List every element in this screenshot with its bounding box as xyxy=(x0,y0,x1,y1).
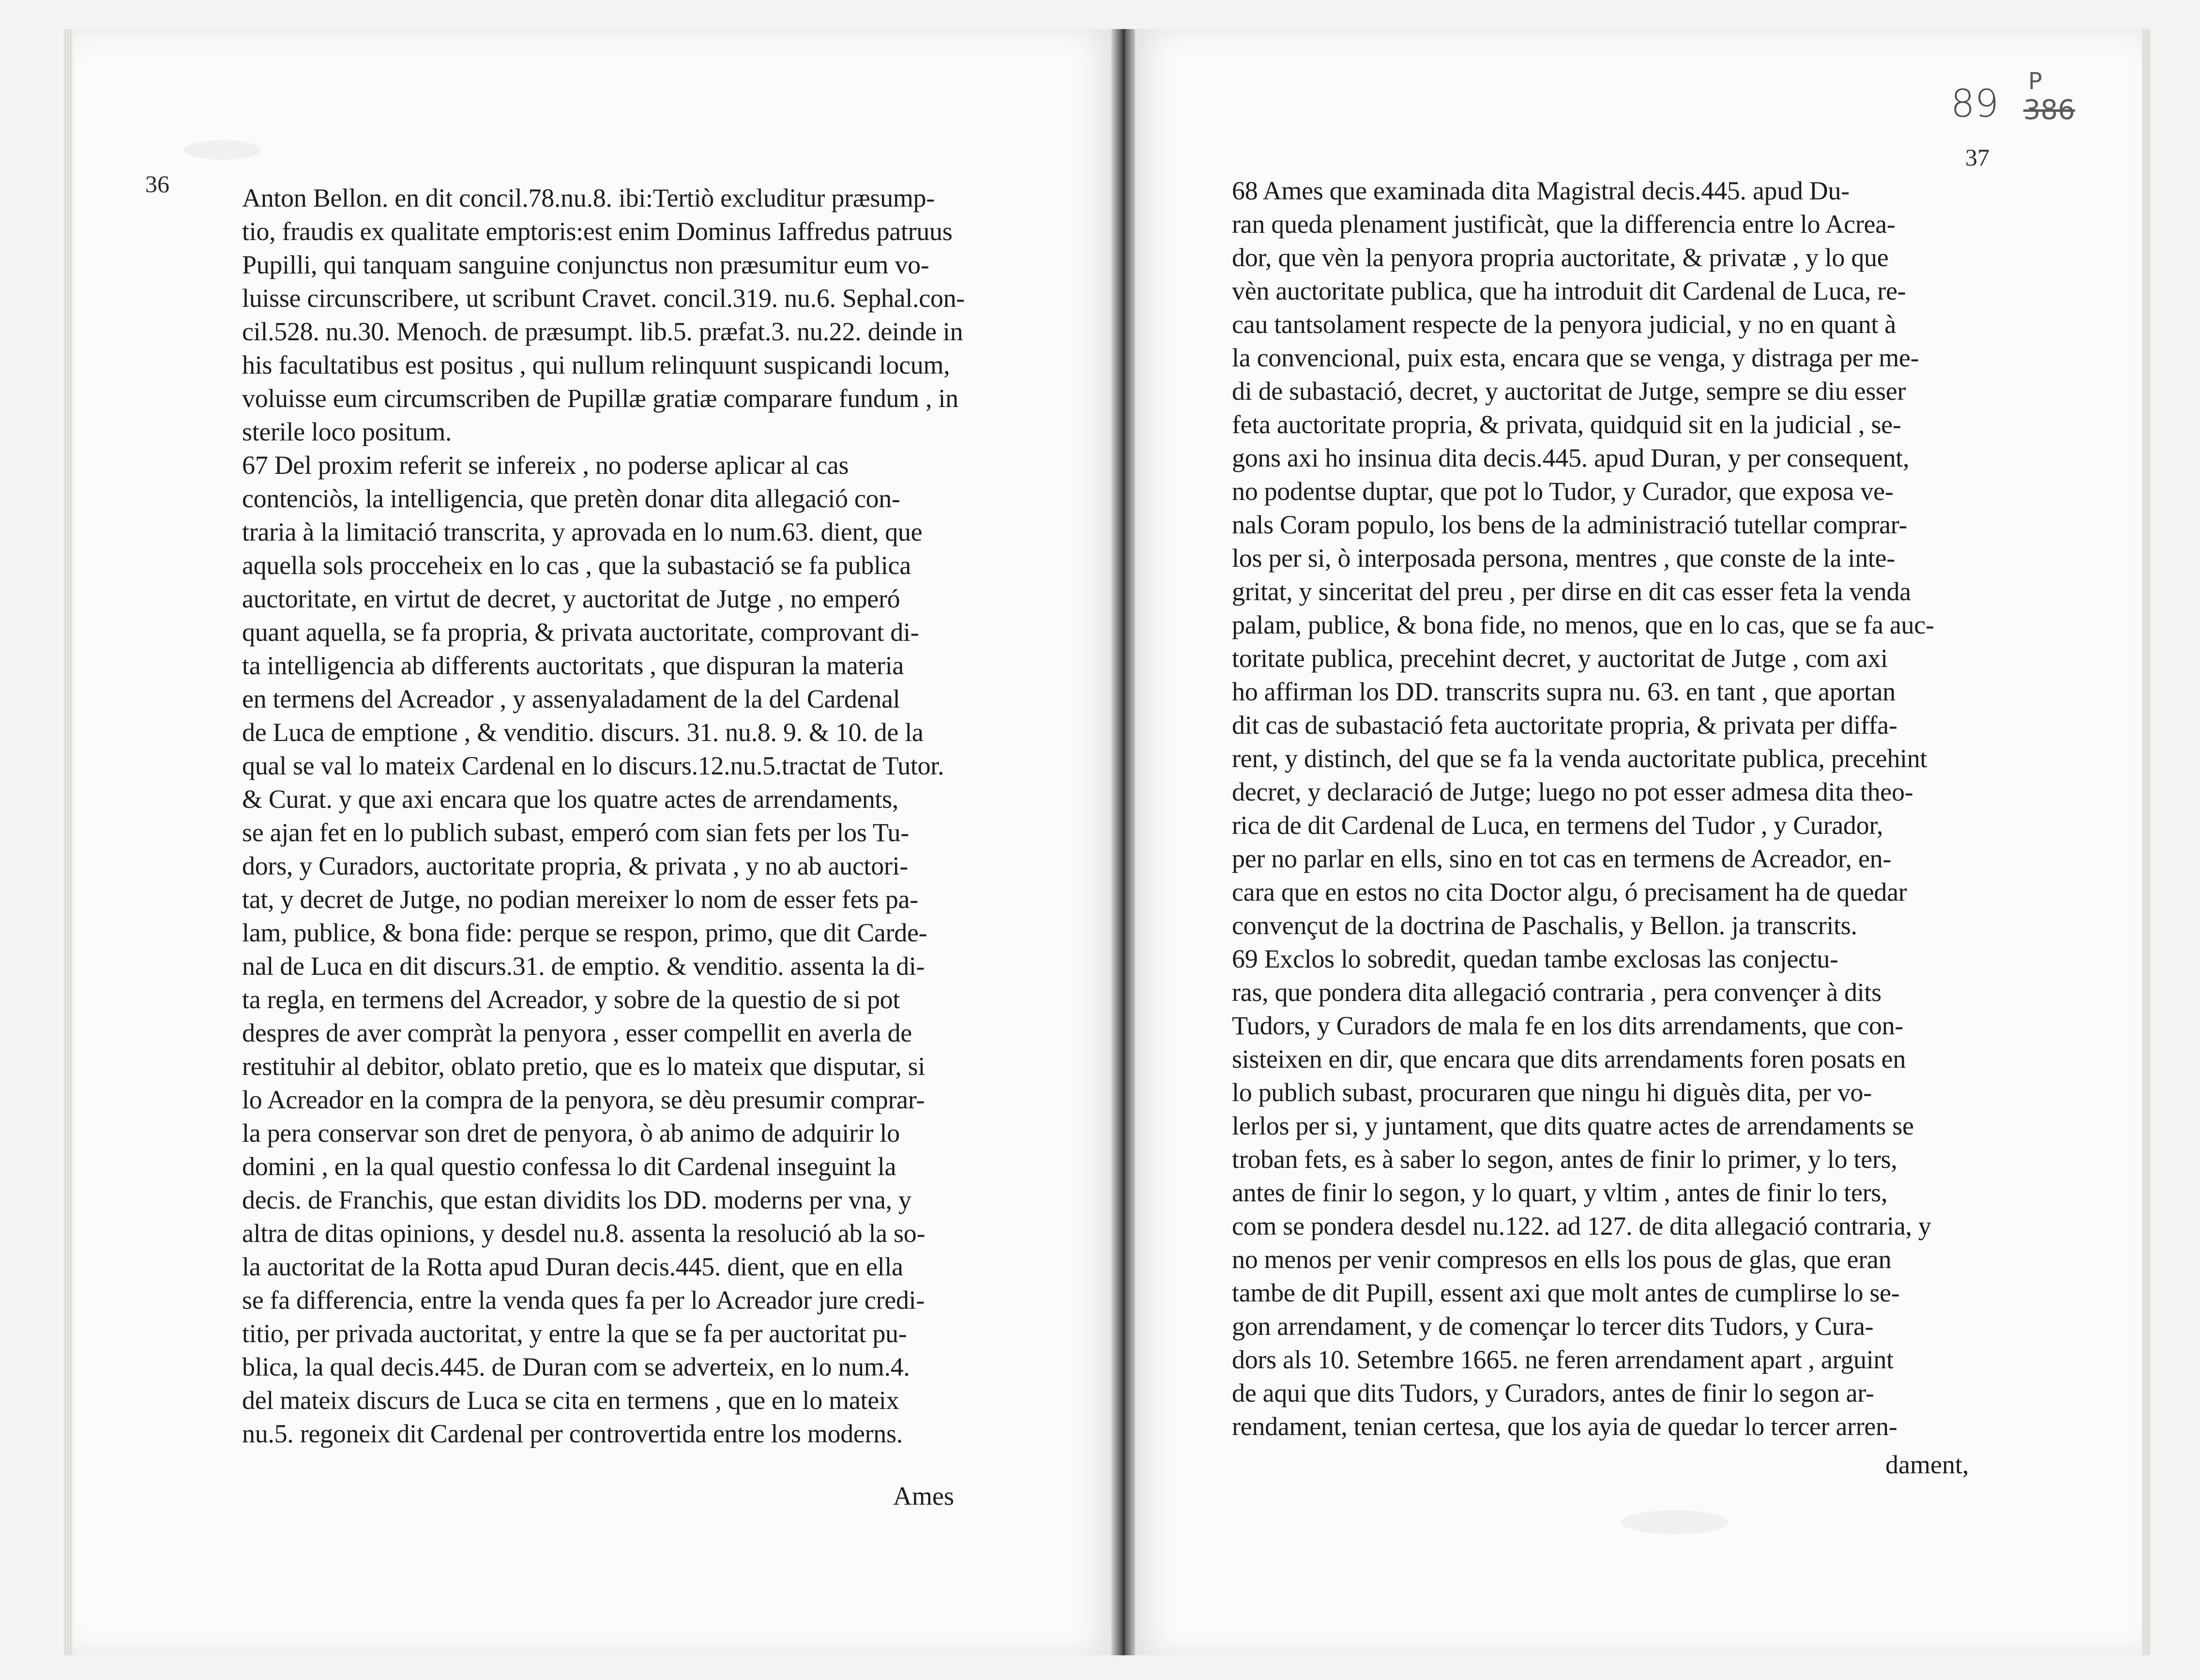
text-line: titio, per privada auctoritat, y entre la que se fa per auctoritat pu- xyxy=(242,1319,907,1348)
text-line: lo Acreador en la compra de la penyora, se dèu presumir comprar- xyxy=(242,1085,925,1114)
text-line: ran queda plenament justificàt, que la differencia entre lo Acrea- xyxy=(1232,210,1896,239)
text-line: de aqui que dits Tudors, y Curadors, antes de finir lo segon ar- xyxy=(1232,1378,1874,1408)
text-line: se fa differencia, entre la venda ques fa per lo Acreador jure credi- xyxy=(242,1286,925,1315)
text-line: lo publich subast, procuraren que ningu hi diguès dita, per vo- xyxy=(1232,1078,1872,1107)
text-line: 69 Exclos lo sobredit, quedan tambe exclosas las conjectu- xyxy=(1232,944,1838,973)
text-line: decis. de Franchis, que estan dividits los DD. moderns per vna, y xyxy=(242,1185,911,1214)
text-line: lam, publice, & bona fide: perque se respon, primo, que dit Carde- xyxy=(242,918,927,947)
text-line: troban fets, es à saber lo segon, antes de finir lo primer, y lo ters, xyxy=(1232,1145,1897,1174)
left-page-text xyxy=(242,182,1002,1451)
text-line: ta intelligencia ab differents auctoritats , que dispuran la materia xyxy=(242,651,904,680)
text-line: vèn auctoritate publica, que ha introduit dit Cardenal de Luca, re- xyxy=(1232,276,1906,305)
text-line: Tudors, y Curadors de mala fe en los dits arrendaments, que con- xyxy=(1232,1011,1903,1040)
text-line: auctoritate, en virtut de decret, y auctoritat de Jutge , no emperó xyxy=(242,584,900,613)
right-page-edge xyxy=(2142,29,2151,1655)
text-line: 68 Ames que examinada dita Magistral decis.445. apud Du- xyxy=(1232,176,1850,205)
text-line: altra de ditas opinions, y desdel nu.8. assenta la resolució ab la so- xyxy=(242,1219,926,1248)
text-line: dit cas de subastació feta auctoritate propria, & privata per diffa- xyxy=(1232,711,1897,740)
text-line: restituhir al debitor, oblato pretio, que es lo mateix que disputar, si xyxy=(242,1052,926,1081)
text-line: lerlos per si, y juntament, que dits quatre actes de arrendaments se xyxy=(1232,1111,1914,1140)
text-line: tat, y decret de Jutge, no podian mereixer lo nom de esser fets pa- xyxy=(242,885,918,914)
text-line: rendament, tenian certesa, que los ayia de quedar lo tercer arren- xyxy=(1232,1412,1897,1441)
paper-stain xyxy=(1622,1510,1728,1534)
text-line: aquella sols procceheix en lo cas , que la subastació se fa publica xyxy=(242,551,911,580)
left-page-number: 36 xyxy=(145,170,169,197)
text-line: rent, y distinch, del que se fa la venda auctoritate publica, precehint xyxy=(1232,744,1927,773)
text-line: nu.5. regoneix dit Cardenal per controvertida entre los moderns. xyxy=(242,1419,903,1448)
text-line: la auctoritat de la Rotta apud Duran decis.445. dient, que en ella xyxy=(242,1252,903,1281)
text-line: la pera conservar son dret de penyora, ò ab animo de adquirir lo xyxy=(242,1119,900,1148)
text-line: domini , en la qual questio confessa lo dit Cardenal inseguint la xyxy=(242,1152,896,1181)
text-line: despres de aver compràt la penyora , esser compellit en averla de xyxy=(242,1018,912,1047)
text-line: sisteixen en dir, que encara que dits arrendaments foren posats en xyxy=(1232,1044,1906,1074)
text-line: dors, y Curadors, auctoritate propria, & privata , y no ab auctori- xyxy=(242,851,908,880)
text-line: & Curat. y que axi encara que los quatre actes de arrendaments, xyxy=(242,785,899,814)
right-page-text xyxy=(1232,174,1992,1443)
text-line: los per si, ò interposada persona, mentres , que conste de la inte- xyxy=(1232,544,1895,573)
text-line: tambe de dit Pupill, essent axi que molt antes de cumplirse lo se- xyxy=(1232,1278,1900,1307)
text-line: toritate publica, precehint decret, y auctoritat de Jutge , com axi xyxy=(1232,644,1888,673)
text-line: no podentse duptar, que pot lo Tudor, y Curador, que exposa ve- xyxy=(1232,477,1894,506)
text-line: ta regla, en termens del Acreador, y sobre de la questio de si pot xyxy=(242,985,900,1014)
book-gutter xyxy=(1111,29,1137,1655)
right-catchword: dament, xyxy=(1885,1450,1969,1479)
text-line: cara que en estos no cita Doctor algu, ó precisament ha de quedar xyxy=(1232,878,1907,907)
text-line: antes de finir lo segon, y lo quart, y vltim , antes de finir lo ters, xyxy=(1232,1178,1888,1207)
text-line: la convencional, puix esta, encara que se venga, y distraga per me- xyxy=(1232,343,1919,372)
text-line: traria à la limitació transcrita, y aprovada en lo num.63. dient, que xyxy=(242,517,923,546)
text-line: gon arrendament, y de començar lo tercer dits Tudors, y Cura- xyxy=(1232,1312,1874,1341)
text-line: luisse circunscribere, ut scribunt Cravet. concil.319. nu.6. Sephal.con- xyxy=(242,284,965,313)
text-line: quant aquella, se fa propria, & privata auctoritate, comprovant di- xyxy=(242,618,919,647)
text-line: palam, publice, & bona fide, no menos, que en lo cas, que se fa auc- xyxy=(1232,610,1934,639)
text-line: del mateix discurs de Luca se cita en termens , que en lo mateix xyxy=(242,1386,899,1415)
text-line: dor, que vèn la penyora propria auctoritate, & privatæ , y lo que xyxy=(1232,243,1889,272)
paper-stain xyxy=(184,140,261,160)
text-line: rica de dit Cardenal de Luca, en termens del Tudor , y Curador, xyxy=(1232,811,1883,840)
text-line: gons axi ho insinua dita decis.445. apud Duran, y per consequent, xyxy=(1232,443,1910,472)
text-line: se ajan fet en lo publich subast, emperó com sian fets per los Tu- xyxy=(242,818,909,847)
text-line: nals Coram populo, los bens de la administració tutellar comprar- xyxy=(1232,510,1908,539)
left-catchword: Ames xyxy=(893,1482,954,1511)
text-line: per no parlar en ells, sino en tot cas en termens de Acreador, en- xyxy=(1232,844,1891,873)
folio-mark: P xyxy=(2028,68,2042,95)
text-line: nal de Luca en dit discurs.31. de emptio. & venditio. assenta la di- xyxy=(242,952,925,981)
text-line: cau tantsolament respecte de la penyora judicial, y no en quant à xyxy=(1232,310,1896,339)
text-line: voluisse eum circumscriben de Pupillæ gratiæ comparare fundum , in xyxy=(242,384,958,413)
text-line: sterile loco positum. xyxy=(242,417,452,446)
text-line: cil.528. nu.30. Menoch. de præsumpt. lib.5. præfat.3. nu.22. deinde in xyxy=(242,317,963,346)
text-line: de Luca de emptione , & venditio. discurs. 31. nu.8. 9. & 10. de la xyxy=(242,718,924,747)
right-page-number: 37 xyxy=(1965,144,1989,171)
text-line: Anton Bellon. en dit concil.78.nu.8. ibi:Tertiò excluditur præsump- xyxy=(242,183,935,212)
left-page-edge xyxy=(64,29,73,1655)
text-line: dors als 10. Setembre 1665. ne feren arrendament apart , arguint xyxy=(1232,1345,1894,1374)
text-line: ras, que pondera dita allegació contraria , pera convençer à dits xyxy=(1232,978,1881,1007)
text-line: com se pondera desdel nu.122. ad 127. de dita allegació contraria, y xyxy=(1232,1211,1931,1241)
text-line: no menos per venir compresos en ells los pous de glas, que eran xyxy=(1232,1245,1892,1274)
text-line: gritat, y sinceritat del preu , per dirse en dit cas esser feta la venda xyxy=(1232,577,1911,606)
text-line: Pupilli, qui tanquam sanguine conjunctus non præsumitur eum vo- xyxy=(242,250,929,279)
folio-number: 89 xyxy=(1951,82,1999,126)
folio-old-number: 386 xyxy=(2023,94,2075,126)
text-line: tio, fraudis ex qualitate emptoris:est enim Dominus Iaffredus patruus xyxy=(242,217,953,246)
text-line: convençut de la doctrina de Paschalis, y Bellon. ja transcrits. xyxy=(1232,911,1857,940)
text-line: ho affirman los DD. transcrits supra nu. 63. en tant , que aportan xyxy=(1232,677,1896,706)
text-line: blica, la qual decis.445. de Duran com se adverteix, en lo num.4. xyxy=(242,1352,910,1381)
text-line: contenciòs, la intelligencia, que pretèn donar dita allegació con- xyxy=(242,484,900,513)
text-line: his facultatibus est positus , qui nullum relinquunt suspicandi locum, xyxy=(242,350,950,379)
text-line: en termens del Acreador , y assenyaladament de la del Cardenal xyxy=(242,684,900,713)
text-line: di de subastació, decret, y auctoritat de Jutge, sempre se diu esser xyxy=(1232,377,1906,406)
text-line: decret, y declaració de Jutge; luego no pot esser admesa dita theo- xyxy=(1232,777,1913,806)
text-line: 67 Del proxim referit se infereix , no poderse aplicar al cas xyxy=(242,451,849,480)
text-line: feta auctoritate propria, & privata, quidquid sit en la judicial , se- xyxy=(1232,410,1901,439)
text-line: qual se val lo mateix Cardenal en lo discurs.12.nu.5.tractat de Tutor. xyxy=(242,751,944,780)
